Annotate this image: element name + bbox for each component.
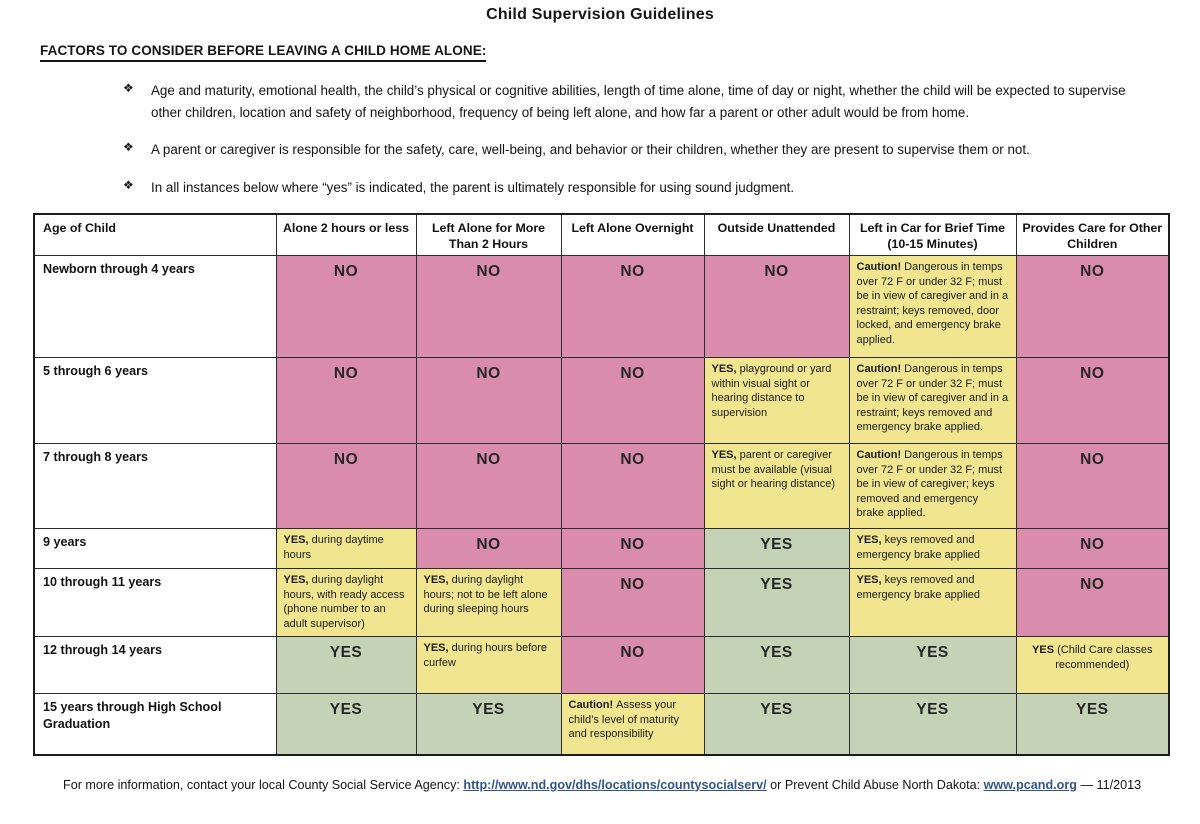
bullet-text: A parent or caregiver is responsible for the safety, care, well-being, and behavior or their children, whether they are present to supervise them or not. — [151, 142, 1030, 158]
guideline-cell-r4-c4: YES — [704, 529, 849, 569]
column-header-6: Left in Car for Brief Time (10-15 Minutes) — [849, 214, 1016, 256]
age-cell: 15 years through High School Graduation — [34, 694, 276, 755]
guideline-cell-r5-c6: NO — [1016, 569, 1169, 637]
guideline-cell-r5-c2: YES, during daylight hours; not to be left alone during sleeping hours — [416, 569, 561, 637]
table-row-2 — [34, 358, 1169, 444]
age-cell: 10 through 11 years — [34, 569, 276, 637]
guideline-cell-r7-c3: Caution! Assess your child’s level of maturity and responsibility — [561, 694, 704, 755]
bullet-text: Age and maturity, emotional health, the child’s physical or cognitive abilities, length of time alone, time of day or night, whether the child will be expected to supervise other children, location and safety of neighborhood, frequency of being left alone, and how far a parent or other adult would be from home. — [151, 83, 1126, 120]
age-cell: Newborn through 4 years — [34, 256, 276, 358]
footer-text-middle: or Prevent Child Abuse North Dakota: — [766, 778, 984, 792]
guideline-cell-r6-c1: YES — [276, 637, 416, 694]
guideline-cell-r1-c3: NO — [561, 256, 704, 358]
guideline-cell-r1-c2: NO — [416, 256, 561, 358]
footer-date: — 11/2013 — [1076, 778, 1142, 792]
guideline-cell-r2-c5: Caution! Dangerous in temps over 72 F or under 32 F; must be in view of caregiver and in a restraint; keys removed and emergency brake applied. — [849, 358, 1016, 444]
column-header-1: Age of Child — [34, 214, 276, 256]
guideline-cell-r1-c1: NO — [276, 256, 416, 358]
diamond-bullet-icon: ❖ — [123, 178, 134, 193]
guideline-cell-r5-c3: NO — [561, 569, 704, 637]
guideline-cell-r3-c4: YES, parent or caregiver must be available (visual sight or hearing distance) — [704, 444, 849, 529]
bullet-text: In all instances below where “yes” is indicated, the parent is ultimately responsible for using sound judgment. — [151, 180, 795, 196]
bullet-item-1 — [123, 80, 1138, 123]
guideline-cell-r3-c6: NO — [1016, 444, 1169, 529]
footer-text-prefix: For more information, contact your local County Social Service Agency: — [63, 778, 464, 792]
diamond-bullet-icon: ❖ — [123, 140, 134, 155]
guideline-cell-r1-c4: NO — [704, 256, 849, 358]
page-title: Child Supervision Guidelines — [486, 6, 714, 23]
guideline-cell-r2-c2: NO — [416, 358, 561, 444]
guideline-cell-r5-c1: YES, during daylight hours, with ready access (phone number to an adult supervisor) — [276, 569, 416, 637]
age-cell: 7 through 8 years — [34, 444, 276, 529]
guideline-cell-r6-c4: YES — [704, 637, 849, 694]
guideline-cell-r5-c4: YES — [704, 569, 849, 637]
pcand-link[interactable]: www.pcand.org — [983, 778, 1077, 792]
bullet-item-2 — [123, 139, 1138, 161]
guideline-cell-r2-c1: NO — [276, 358, 416, 444]
guideline-cell-r6-c5: YES — [849, 637, 1016, 694]
guideline-cell-r3-c3: NO — [561, 444, 704, 529]
age-cell: 12 through 14 years — [34, 637, 276, 694]
guideline-cell-r4-c1: YES, during daytime hours — [276, 529, 416, 569]
table-row-7 — [34, 694, 1169, 755]
guideline-cell-r2-c6: NO — [1016, 358, 1169, 444]
guideline-cell-r4-c6: NO — [1016, 529, 1169, 569]
guideline-cell-r3-c2: NO — [416, 444, 561, 529]
bullet-list — [123, 80, 1138, 215]
column-header-3: Left Alone for More Than 2 Hours — [416, 214, 561, 256]
column-header-5: Outside Unattended — [704, 214, 849, 256]
column-header-4: Left Alone Overnight — [561, 214, 704, 256]
diamond-bullet-icon: ❖ — [123, 81, 134, 95]
table-header-row — [34, 214, 1169, 256]
column-header-2: Alone 2 hours or less — [276, 214, 416, 256]
guideline-cell-r4-c2: NO — [416, 529, 561, 569]
guideline-cell-r7-c5: YES — [849, 694, 1016, 755]
table-row-5 — [34, 569, 1169, 637]
guideline-cell-r7-c6: YES — [1016, 694, 1169, 755]
guideline-cell-r6-c6: YES (Child Care classes recommended) — [1016, 637, 1169, 694]
age-cell: 5 through 6 years — [34, 358, 276, 444]
supervision-guidelines-table — [33, 213, 1170, 756]
guideline-cell-r4-c5: YES, keys removed and emergency brake applied — [849, 529, 1016, 569]
guideline-cell-r2-c4: YES, playground or yard within visual sight or hearing distance to supervision — [704, 358, 849, 444]
bullet-item-3 — [123, 177, 1138, 199]
guideline-cell-r5-c5: YES, keys removed and emergency brake applied — [849, 569, 1016, 637]
guideline-cell-r3-c5: Caution! Dangerous in temps over 72 F or under 32 F; must be in view of caregiver; keys removed and emergency brake applied. — [849, 444, 1016, 529]
guideline-cell-r4-c3: NO — [561, 529, 704, 569]
column-header-7: Provides Care for Other Children — [1016, 214, 1169, 256]
section-heading: FACTORS TO CONSIDER BEFORE LEAVING A CHILD HOME ALONE: — [40, 43, 486, 62]
table-row-4 — [34, 529, 1169, 569]
guideline-cell-r7-c1: YES — [276, 694, 416, 755]
guideline-cell-r1-c5: Caution! Dangerous in temps over 72 F or under 32 F; must be in view of caregiver and in a restraint; keys removed, door locked, and emergency brake applied. — [849, 256, 1016, 358]
guideline-cell-r7-c4: YES — [704, 694, 849, 755]
table-row-3 — [34, 444, 1169, 529]
table-row-6 — [34, 637, 1169, 694]
footer-note — [63, 778, 1173, 792]
age-cell: 9 years — [34, 529, 276, 569]
guideline-cell-r6-c2: YES, during hours before curfew — [416, 637, 561, 694]
guideline-cell-r1-c6: NO — [1016, 256, 1169, 358]
guideline-cell-r2-c3: NO — [561, 358, 704, 444]
guideline-cell-r6-c3: NO — [561, 637, 704, 694]
county-social-service-link[interactable]: http://www.nd.gov/dhs/locations/countysocialserv/ — [463, 778, 767, 792]
table-row-1 — [34, 256, 1169, 358]
guideline-cell-r7-c2: YES — [416, 694, 561, 755]
table-body — [34, 256, 1169, 755]
guideline-cell-r3-c1: NO — [276, 444, 416, 529]
